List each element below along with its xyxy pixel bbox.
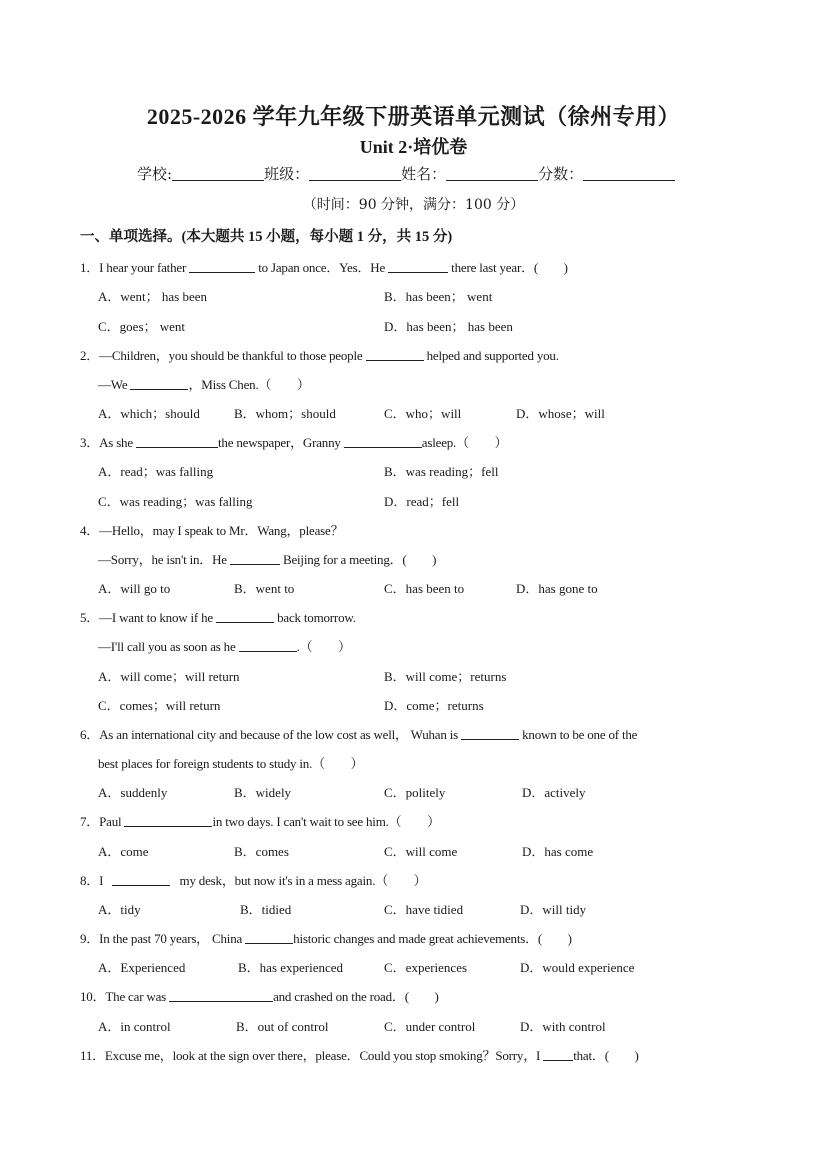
answer-blank [461, 727, 519, 740]
question-4-line-2 [98, 549, 436, 568]
option-d: D．with control [520, 1019, 606, 1034]
score-blank [583, 164, 675, 181]
answer-blank [124, 814, 212, 827]
question-6 [80, 724, 637, 743]
option-d: D．has been； has been [384, 319, 513, 334]
question-text: —We [98, 377, 128, 392]
question-5 [80, 607, 356, 626]
option-b: B．tidied [240, 902, 292, 917]
question-1 [80, 257, 568, 276]
option-d: D．whose；will [516, 406, 605, 421]
option-a: A．Experienced [98, 960, 186, 975]
page-title: 2025-2026 学年九年级下册英语单元测试（徐州专用） [146, 104, 681, 129]
option-c: C．who；will [384, 406, 462, 421]
question-text: 3．As she [80, 435, 133, 450]
question-text: that．( ) [573, 1048, 639, 1063]
question-10 [80, 986, 439, 1005]
section-heading: 一、单项选择。(本大题共 15 小题，每小题 1 分，共 15 分) [80, 229, 453, 245]
question-text: —Sorry，he isn't in．He [98, 552, 227, 567]
option-b: B．out of control [236, 1019, 329, 1034]
question-text: 1．I hear your father [80, 260, 187, 275]
option-c: C．comes；will return [98, 698, 221, 713]
answer-blank [216, 610, 274, 623]
answer-blank [112, 873, 170, 886]
option-d: D．will tidy [520, 902, 587, 917]
answer-blank [245, 931, 293, 944]
option-a: A．in control [98, 1019, 171, 1034]
option-c: C．have tidied [384, 902, 464, 917]
option-d: D．come；returns [384, 698, 484, 713]
option-d: D．has gone to [516, 581, 598, 596]
option-a: A．will go to [98, 581, 171, 596]
answer-blank [366, 348, 424, 361]
option-c: C．goes； went [98, 319, 186, 334]
option-d: D．actively [522, 785, 586, 800]
question-text: 11．Excuse me，look at the sign over there，please．Could you stop smoking？Sorry，I [80, 1048, 541, 1063]
question-7 [80, 811, 440, 830]
school-blank [172, 164, 264, 181]
answer-blank [239, 639, 297, 652]
student-info-row [137, 163, 675, 184]
question-3 [80, 432, 507, 451]
answer-blank [230, 552, 280, 565]
option-b: B．has been； went [384, 289, 493, 304]
option-d: D．read；fell [384, 494, 460, 509]
option-a: A．which；should [98, 406, 200, 421]
class-label: 班级： [264, 165, 310, 183]
question-text: 10．The car was [80, 989, 166, 1004]
answer-blank [189, 260, 255, 273]
option-c: C．experiences [384, 960, 468, 975]
option-b: B．widely [234, 785, 292, 800]
question-text: in two days. I can't wait to see him.（ ） [212, 814, 440, 829]
answer-blank [169, 989, 273, 1002]
question-2 [80, 345, 559, 364]
time-info: （时间：90 分钟，满分：100 分） [302, 197, 525, 213]
name-blank [446, 164, 538, 181]
school-label: 学校: [137, 165, 173, 183]
question-text: known to be one of the [522, 727, 638, 742]
question-text: back tomorrow. [277, 610, 356, 625]
question-8 [80, 870, 426, 889]
class-blank [309, 164, 401, 181]
question-6-line-2: best places for foreign students to study in.（ ） [98, 756, 364, 771]
question-2-line-2 [98, 374, 310, 393]
question-5-line-2 [98, 636, 351, 655]
question-text: the newspaper，Granny [218, 435, 341, 450]
question-text: .（ ） [296, 639, 351, 654]
option-c: C．under control [384, 1019, 476, 1034]
question-text: Beijing for a meeting．( ) [282, 552, 437, 567]
option-a: A．will come；will return [98, 669, 240, 684]
question-text: ，Miss Chen.（ ） [188, 377, 310, 392]
answer-blank [388, 260, 448, 273]
question-4: 4．—Hello，may I speak to Mr．Wang，please？ [80, 523, 344, 538]
option-b: B．was reading；fell [384, 464, 499, 479]
option-a: A．tidy [98, 902, 141, 917]
option-b: B．went to [234, 581, 295, 596]
question-11 [80, 1045, 639, 1064]
page-subtitle: Unit 2·培优卷 [359, 137, 468, 157]
option-b: B．will come；returns [384, 669, 507, 684]
option-a: A．went； has been [98, 289, 208, 304]
question-text: historic changes and made great achievements．( ) [293, 931, 572, 946]
option-b: B．has experienced [238, 960, 344, 975]
option-a: A．suddenly [98, 785, 168, 800]
question-text: helped and supported you. [426, 348, 559, 363]
question-text: 8．I [80, 873, 104, 888]
question-text: my desk，but now it's in a mess again.（ ） [179, 873, 427, 888]
name-label: 姓名： [401, 165, 447, 183]
question-text: there last year．( ) [451, 260, 568, 275]
option-a: A．read；was falling [98, 464, 214, 479]
option-c: C．politely [384, 785, 446, 800]
question-text: —I'll call you as soon as he [98, 639, 236, 654]
option-a: A．come [98, 844, 149, 859]
option-b: B．whom；should [234, 406, 336, 421]
question-text: 6．As an international city and because of the low cost as well， Wuhan is [80, 727, 458, 742]
question-text: and crashed on the road．( ) [273, 989, 439, 1004]
question-text: to Japan once．Yes．He [258, 260, 386, 275]
option-b: B．comes [234, 844, 289, 859]
answer-blank [543, 1048, 573, 1061]
question-text: 2．—Children，you should be thankful to those people [80, 348, 363, 363]
question-text: 7．Paul [80, 814, 122, 829]
question-text: asleep.（ ） [421, 435, 508, 450]
option-d: D．would experience [520, 960, 635, 975]
option-c: C．was reading；was falling [98, 494, 253, 509]
score-label: 分数： [538, 165, 584, 183]
option-c: C．has been to [384, 581, 465, 596]
question-text: 5．—I want to know if he [80, 610, 213, 625]
answer-blank [344, 435, 422, 448]
option-d: D．has come [522, 844, 594, 859]
answer-blank [136, 435, 218, 448]
question-text: 9．In the past 70 years， China [80, 931, 243, 946]
option-c: C．will come [384, 844, 458, 859]
question-9 [80, 928, 572, 947]
answer-blank [130, 377, 188, 390]
